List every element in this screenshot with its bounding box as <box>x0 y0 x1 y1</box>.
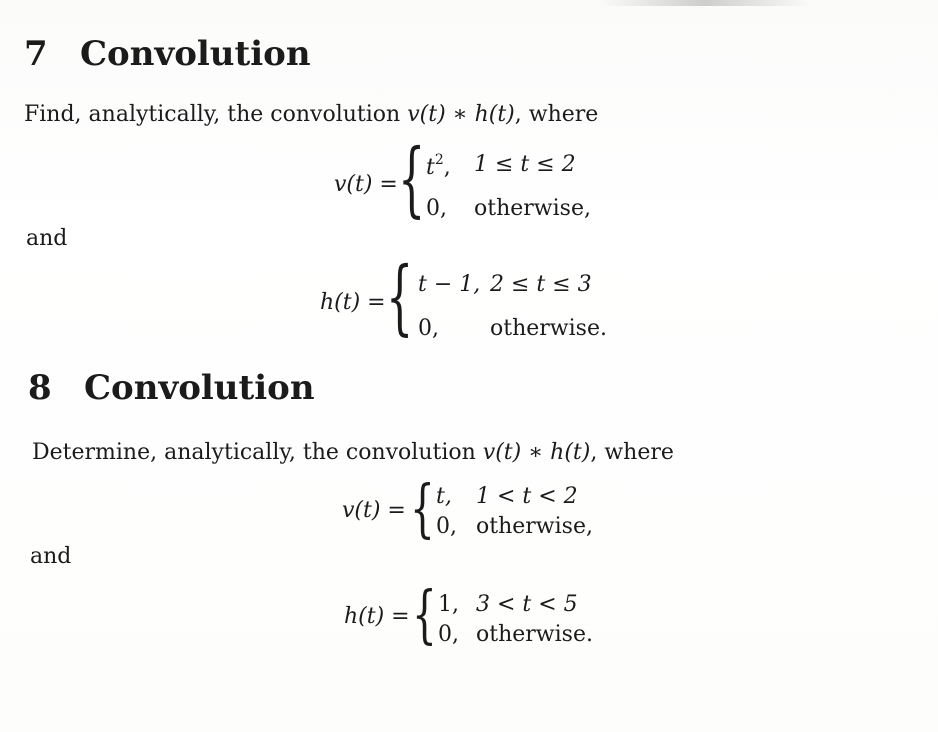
case-2-value: 0, <box>438 622 459 647</box>
case-2-value: 0, <box>426 196 447 221</box>
left-brace: { <box>410 473 435 546</box>
case-1-value: t − 1, <box>418 272 481 297</box>
statement-suffix: , where <box>590 440 674 465</box>
equation-lhs: v(t) = <box>334 172 398 197</box>
case-1-condition: 1 < t < 2 <box>476 484 578 509</box>
case-2-value: 0, <box>436 514 457 539</box>
convolution-expression: v(t) ∗ h(t) <box>407 102 515 127</box>
equation-lhs: h(t) = <box>344 604 410 629</box>
connector-and-8: and <box>30 544 72 569</box>
equation-lhs: v(t) = <box>342 498 406 523</box>
scan-smudge <box>600 0 810 6</box>
exponent: 2 <box>434 152 444 168</box>
case-2-value: 0, <box>418 316 439 341</box>
case-1-condition: 2 ≤ t ≤ 3 <box>490 272 592 297</box>
case-1-condition: 3 < t < 5 <box>476 592 578 617</box>
statement-text: Determine, analytically, the convolution <box>32 440 483 465</box>
section-number: 7 <box>24 34 48 74</box>
case-1-value: 1, <box>438 592 459 617</box>
problem-7-statement <box>24 102 598 127</box>
left-brace: { <box>412 579 437 652</box>
convolution-expression: v(t) ∗ h(t) <box>482 440 591 465</box>
problem-8-statement <box>32 440 674 465</box>
statement-text: Find, analytically, the convolution <box>24 102 408 127</box>
equation-lhs: h(t) = <box>320 290 386 315</box>
case-1-value: $t^2$, <box>426 152 451 180</box>
case-2-condition: otherwise, <box>476 514 593 539</box>
connector-and-7: and <box>26 226 68 251</box>
left-brace: { <box>386 249 414 345</box>
statement-suffix: , where <box>514 102 599 127</box>
case-2-condition: otherwise, <box>474 196 591 221</box>
left-brace: { <box>398 131 426 227</box>
section-heading-8 <box>28 368 315 408</box>
section-title: Convolution <box>84 368 315 408</box>
section-heading-7 <box>24 34 311 74</box>
section-number: 8 <box>28 368 52 408</box>
case-1-condition: 1 ≤ t ≤ 2 <box>474 152 576 177</box>
section-title: Convolution <box>80 34 311 74</box>
case-2-condition: otherwise. <box>490 316 607 341</box>
case-1-value: t, <box>436 484 452 509</box>
case-2-condition: otherwise. <box>476 622 593 647</box>
